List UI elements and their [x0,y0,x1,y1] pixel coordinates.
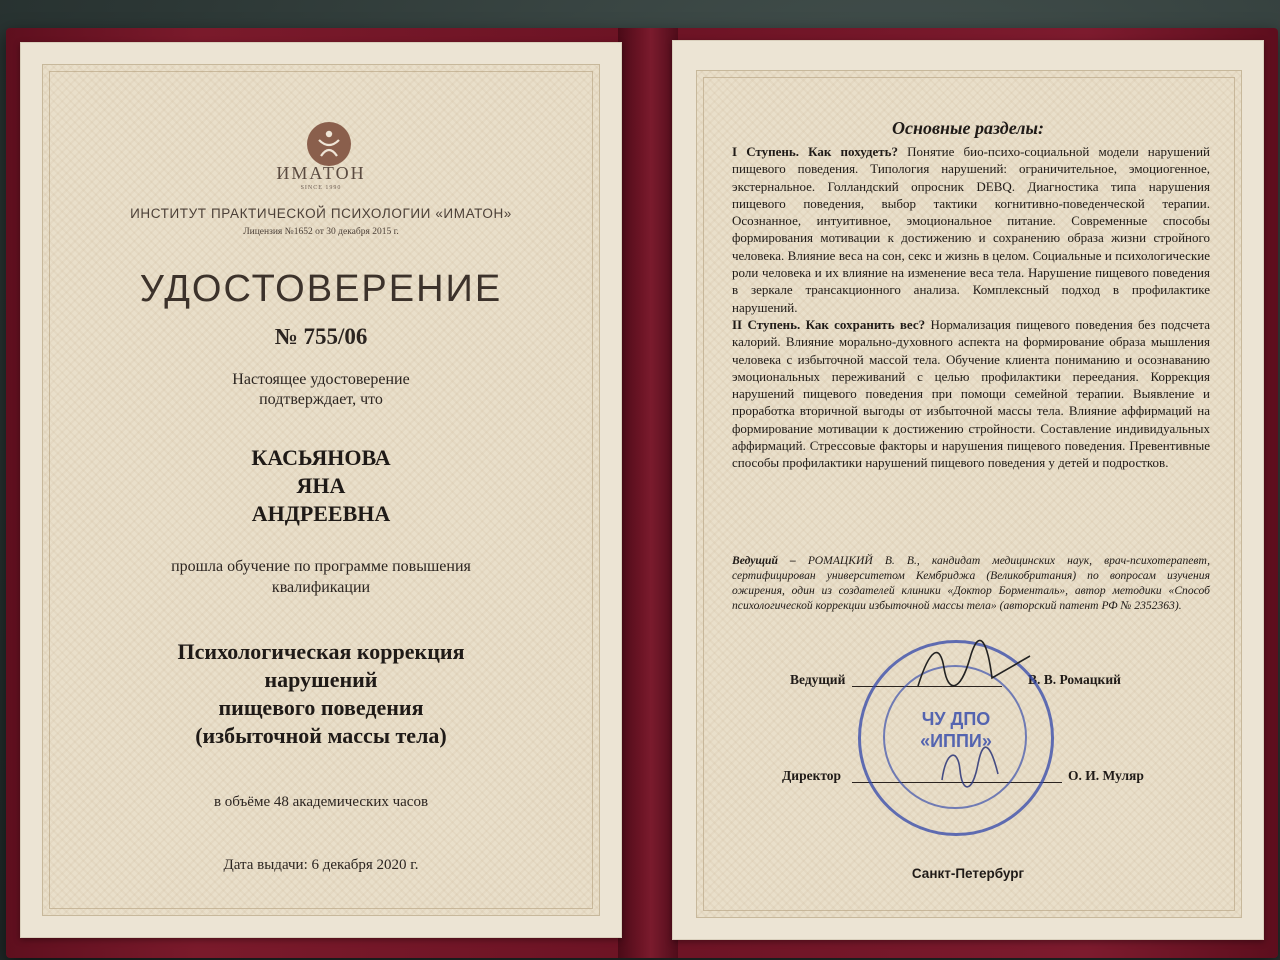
institute-name: ИНСТИТУТ ПРАКТИЧЕСКОЙ ПСИХОЛОГИИ «ИМАТОН» [130,206,512,221]
right-page [672,40,1264,940]
logo-brand: ИМАТОН [276,163,366,183]
city-label: Санкт-Петербург [911,866,1025,881]
lead-text: РОМАЦКИЙ В. В., кандидат медицинских наук, врач-психотерапевт, сертифицирован университетом Кембриджа (Великобритания) по вопросам изучения ожирения, один из создателей клиники «Доктор Борменталь», автор методики «Способ психологической коррекции избыточной массы тела» (авторский патент РФ № 2352363). [732,554,1211,612]
stage-2-title: II Ступень. Как сохранить вес? [732,316,926,332]
holder-patronymic: АНДРЕЕВНА [251,501,391,526]
studied-line-1: прошла обучение по программе повышения [171,558,471,575]
document-number: № 755/06 [274,324,368,349]
lead-label: Ведущий – [732,554,796,567]
studied-line-2: квалификации [271,579,371,596]
stamp-line-2: «ИППИ» [920,731,992,751]
confirm-line-1: Настоящее удостоверение [232,371,410,388]
confirm-line-2: подтверждает, что [259,391,383,408]
program-line-3: пищевого поведения [218,695,424,720]
document-title: УДОСТОВЕРЕНИЕ [139,268,503,310]
license-line: Лицензия №1652 от 30 декабря 2015 г. [243,227,399,237]
studied-text [20,556,622,598]
sections-title: Основные разделы: [892,118,1044,138]
confirm-text [20,370,622,410]
issue-date: Дата выдачи: 6 декабря 2020 г. [223,857,419,873]
cover-spine [618,28,678,958]
holder-first-name: ЯНА [296,473,346,498]
imaton-logo-icon [307,122,351,166]
sections-body [732,143,1210,472]
holder-name [20,444,622,528]
stage-1-title: I Ступень. Как похудеть? [732,144,898,159]
signature-name-lead: В. В. Ромацкий [1028,672,1121,687]
stage-2-paragraph [732,316,1210,472]
logo-since: SINCE 1990 [300,185,342,191]
signature-director-scribble [932,740,1012,800]
stamp-line-1: ЧУ ДПО [921,709,991,729]
stage-2-text: Нормализация пищевого поведения без подсчета калорий. Влияние морально-духовного аспекта на формирование образа мышления человека с избыточной массой тела. Обучение клиента пониманию и осознаванию эмоциональных переживаний с целью профилактики переедания. Коррекция нарушений пищевого поведения при помощи семейной терапии. Выявление и проработка вторичной выгоды от избыточной массы тела. Влияние аффирмаций на формирование мотивации к достижению стройности. Составление индивидуальных аффирмаций. Стрессовые факторы и нарушения пищевого поведения. Превентивные способы профилактики нарушений пищевого поведения у детей и подростков. [732,316,1210,471]
stage-1-text: Понятие био-психо-социальной модели нарушений пищевого поведения. Типология нарушений: ограничительное, эмоциогенное, экстернальное. Голландский опросник DEBQ. Диагностика типа нарушения пищевого поведения, выбор тактики когнитивно-поведенческой терапии. Осознанное, интуитивное, эмоциональное питание. Современные способы формирования мотивации к достижению и сохранению образа жизни стройного человека. Влияние веса на сон, секс и жизнь в целом. Социальные и психологические роли человека и их влияние на изменение веса тела. Нарушение пищевого поведения в зеркале трансакционного анализа. Комплексный подход в профилактике нарушений. [732,144,1210,315]
hours-text: в объёме 48 академических часов [213,794,429,810]
program-title [20,638,622,750]
signature-role-director: Директор [782,768,842,783]
program-line-2: нарушений [264,667,378,692]
signature-lead-scribble [910,638,1050,698]
program-line-4: (избыточной массы тела) [195,723,447,748]
holder-surname: КАСЬЯНОВА [251,445,391,470]
signature-name-director: О. И. Муляр [1068,768,1144,783]
left-page [20,42,622,938]
signature-role-lead: Ведущий [790,672,846,687]
lead-info [732,553,1210,613]
program-line-1: Психологическая коррекция [177,639,465,664]
stage-1-paragraph [732,143,1210,316]
